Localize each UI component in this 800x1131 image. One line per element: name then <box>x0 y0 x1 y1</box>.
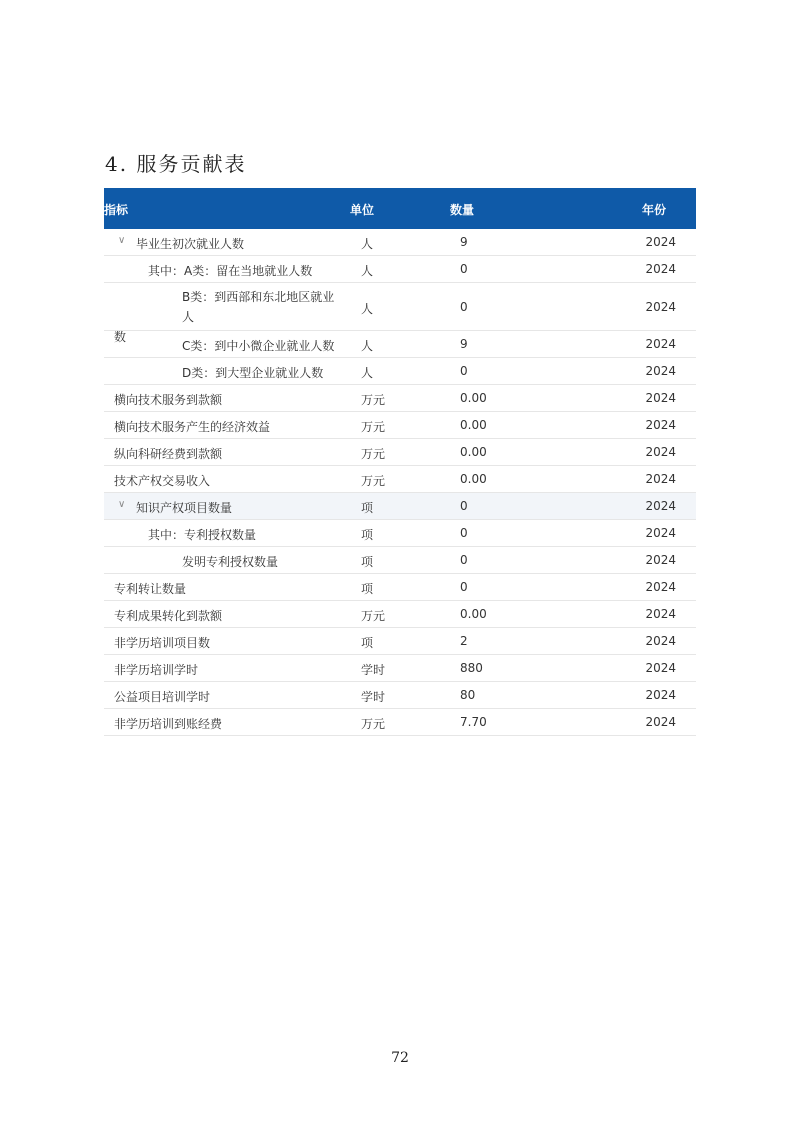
row-unit: 项 <box>361 501 374 515</box>
row-unit: 项 <box>361 528 374 542</box>
row-year: 2024 <box>645 661 676 675</box>
header-indicator: 指标 <box>104 203 129 217</box>
row-year: 2024 <box>645 364 676 378</box>
table-row[interactable] <box>104 520 696 547</box>
header-year: 年份 <box>642 203 667 217</box>
page-number: 72 <box>391 1050 409 1066</box>
table-row[interactable] <box>104 601 696 628</box>
row-year: 2024 <box>645 553 676 567</box>
row-quantity: 2 <box>460 634 468 648</box>
row-indicator: 公益项目培训学时 <box>114 690 211 704</box>
row-indicator: 其中：专利授权数量 <box>148 528 257 542</box>
row-unit: 项 <box>361 582 374 596</box>
row-unit: 人 <box>361 366 374 380</box>
table-row[interactable] <box>104 412 696 439</box>
header-quantity: 数量 <box>450 203 475 217</box>
table-row[interactable] <box>104 682 696 709</box>
row-indicator: 纵向科研经费到款额 <box>114 447 223 461</box>
row-quantity: 80 <box>460 688 476 702</box>
row-unit: 万元 <box>361 717 386 731</box>
header-unit: 单位 <box>350 203 375 217</box>
row-year: 2024 <box>645 262 676 276</box>
table-header <box>104 188 696 229</box>
table-row[interactable] <box>104 547 696 574</box>
row-unit: 学时 <box>361 690 386 704</box>
table-row[interactable] <box>104 493 696 520</box>
row-quantity: 9 <box>460 235 468 249</box>
row-year: 2024 <box>645 607 676 621</box>
table-row[interactable] <box>104 628 696 655</box>
row-indicator: 知识产权项目数量 <box>136 501 233 515</box>
row-unit: 人 <box>361 302 374 316</box>
row-quantity: 7.70 <box>460 715 487 729</box>
row-indicator-line2: 数 <box>114 330 127 344</box>
row-indicator: D类：到大型企业就业人数 <box>182 366 324 380</box>
row-unit: 人 <box>361 237 374 251</box>
row-unit: 项 <box>361 636 374 650</box>
row-indicator: 技术产权交易收入 <box>114 474 211 488</box>
table-row[interactable] <box>104 283 696 344</box>
table-row[interactable] <box>104 385 696 412</box>
row-year: 2024 <box>645 472 676 486</box>
row-unit: 万元 <box>361 420 386 434</box>
row-indicator: C类：到中小微企业就业人数 <box>182 339 335 353</box>
row-year: 2024 <box>645 418 676 432</box>
row-indicator: 毕业生初次就业人数 <box>136 237 245 251</box>
row-year: 2024 <box>645 445 676 459</box>
row-year: 2024 <box>645 634 676 648</box>
row-year: 2024 <box>645 526 676 540</box>
row-unit: 万元 <box>361 609 386 623</box>
table-row[interactable] <box>104 358 696 385</box>
row-quantity: 0 <box>460 553 468 567</box>
row-quantity: 0.00 <box>460 472 487 486</box>
row-quantity: 0 <box>460 499 468 513</box>
row-year: 2024 <box>645 580 676 594</box>
row-indicator: 横向技术服务产生的经济效益 <box>114 420 271 434</box>
row-indicator: 非学历培训学时 <box>114 663 199 677</box>
table-row[interactable] <box>104 256 696 283</box>
row-indicator: 非学历培训到账经费 <box>114 717 223 731</box>
row-quantity: 0 <box>460 526 468 540</box>
row-unit: 万元 <box>361 447 386 461</box>
row-year: 2024 <box>645 337 676 351</box>
row-indicator: 专利成果转化到款额 <box>114 609 223 623</box>
row-year: 2024 <box>645 499 676 513</box>
row-unit: 万元 <box>361 474 386 488</box>
table-row[interactable] <box>104 574 696 601</box>
table-row[interactable] <box>104 655 696 682</box>
row-indicator: 非学历培训项目数 <box>114 636 211 650</box>
row-year: 2024 <box>645 235 676 249</box>
row-unit: 学时 <box>361 663 386 677</box>
row-quantity: 0.00 <box>460 445 487 459</box>
collapse-chevron-icon[interactable]: ∨ <box>118 499 126 510</box>
row-year: 2024 <box>645 688 676 702</box>
row-year: 2024 <box>645 715 676 729</box>
section-title: 4. 服务贡献表 <box>105 152 247 176</box>
row-unit: 人 <box>361 264 374 278</box>
table-row[interactable] <box>104 331 696 358</box>
collapse-chevron-icon[interactable]: ∨ <box>118 235 126 246</box>
row-indicator: 横向技术服务到款额 <box>114 393 223 407</box>
row-quantity: 0 <box>460 300 468 314</box>
service-contribution-table <box>104 188 696 736</box>
row-unit: 万元 <box>361 393 386 407</box>
row-quantity: 0.00 <box>460 607 487 621</box>
row-unit: 人 <box>361 339 374 353</box>
row-indicator: 其中：A类：留在当地就业人数 <box>148 264 313 278</box>
row-indicator-line1: B类：到西部和东北地区就业人 <box>182 290 335 324</box>
row-quantity: 9 <box>460 337 468 351</box>
table-row[interactable] <box>104 439 696 466</box>
row-year: 2024 <box>645 300 676 314</box>
row-quantity: 880 <box>460 661 483 675</box>
row-quantity: 0 <box>460 262 468 276</box>
row-quantity: 0 <box>460 364 468 378</box>
row-unit: 项 <box>361 555 374 569</box>
row-indicator: 专利转让数量 <box>114 582 187 596</box>
table-row[interactable] <box>104 709 696 736</box>
table-row[interactable] <box>104 229 696 256</box>
row-indicator: 发明专利授权数量 <box>182 555 279 569</box>
table-row[interactable] <box>104 466 696 493</box>
row-quantity: 0.00 <box>460 418 487 432</box>
row-year: 2024 <box>645 391 676 405</box>
row-quantity: 0.00 <box>460 391 487 405</box>
row-quantity: 0 <box>460 580 468 594</box>
